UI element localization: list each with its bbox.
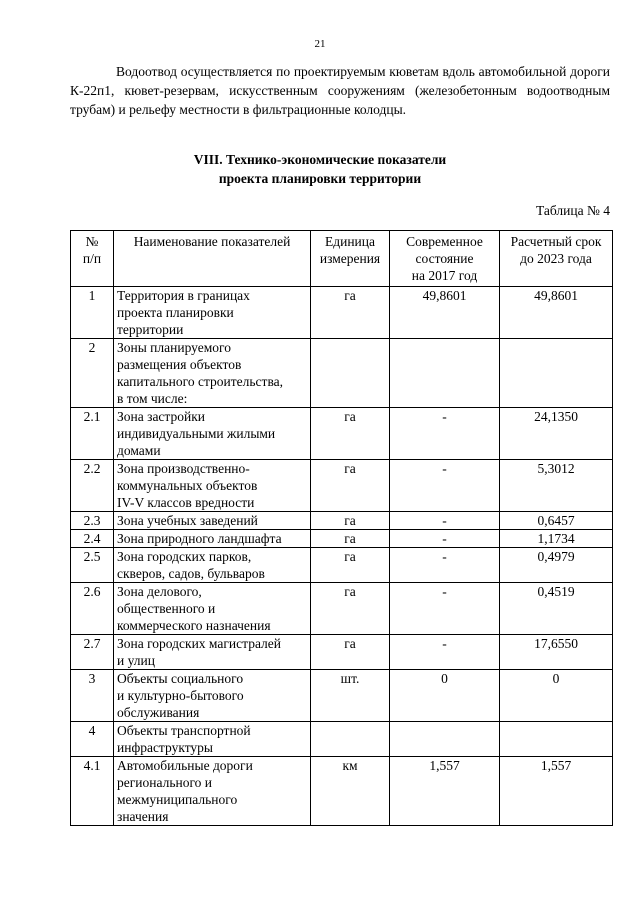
row-name-cell: Зона делового, общественного и коммерческого назначения: [114, 583, 311, 635]
row-number-cell: 2.4: [71, 530, 114, 548]
row-unit-cell: га: [311, 635, 390, 670]
row-calc-cell: 0,4519: [500, 583, 613, 635]
row-number-cell: 2.6: [71, 583, 114, 635]
row-name-cell: Территория в границах проекта планировки территории: [114, 287, 311, 339]
row-unit-cell: га: [311, 512, 390, 530]
row-number-cell: 2: [71, 339, 114, 408]
row-number-cell: 2.2: [71, 460, 114, 512]
header-current: Современное состояние на 2017 год: [390, 231, 500, 287]
table-row: [71, 339, 613, 408]
row-calc-cell: 5,3012: [500, 460, 613, 512]
row-unit-cell: км: [311, 757, 390, 826]
table-row: [71, 287, 613, 339]
header-name: Наименование показателей: [114, 231, 311, 287]
row-number-cell: 4.1: [71, 757, 114, 826]
row-name-cell: Зона городских парков, скверов, садов, бульваров: [114, 548, 311, 583]
row-current-cell: [390, 339, 500, 408]
section-title: [0, 150, 640, 188]
row-name-cell: Автомобильные дороги регионального и межмуниципального значения: [114, 757, 311, 826]
table-row: [71, 583, 613, 635]
row-name-cell: Зоны планируемого размещения объектов капитального строительства, в том числе:: [114, 339, 311, 408]
row-name-cell: Зона учебных заведений: [114, 512, 311, 530]
row-current-cell: -: [390, 583, 500, 635]
row-current-cell: -: [390, 512, 500, 530]
row-calc-cell: [500, 722, 613, 757]
row-unit-cell: га: [311, 408, 390, 460]
row-number-cell: 1: [71, 287, 114, 339]
table-row: [71, 548, 613, 583]
row-unit-cell: га: [311, 530, 390, 548]
row-calc-cell: 17,6550: [500, 635, 613, 670]
header-calc: Расчетный срок до 2023 года: [500, 231, 613, 287]
indicators-table: [70, 230, 613, 826]
row-calc-cell: 49,8601: [500, 287, 613, 339]
table-row: [71, 757, 613, 826]
table-row: [71, 670, 613, 722]
table-row: [71, 722, 613, 757]
intro-paragraph: Водоотвод осуществляется по проектируемым кюветам вдоль автомобильной дороги К-22п1, кювет-резервам, искусственным сооружениям (железобетонным водоотводным трубам) и рельефу местности в фильтрационные колодцы.: [70, 64, 610, 117]
header-num: № п/п: [71, 231, 114, 287]
row-number-cell: 2.7: [71, 635, 114, 670]
row-current-cell: -: [390, 408, 500, 460]
row-number-cell: 3: [71, 670, 114, 722]
row-current-cell: -: [390, 548, 500, 583]
row-number-cell: 2.3: [71, 512, 114, 530]
table-row: [71, 460, 613, 512]
row-name-cell: Зона производственно- коммунальных объектов IV-V классов вредности: [114, 460, 311, 512]
row-unit-cell: га: [311, 287, 390, 339]
row-unit-cell: га: [311, 460, 390, 512]
row-number-cell: 2.1: [71, 408, 114, 460]
row-calc-cell: [500, 339, 613, 408]
table-row: [71, 530, 613, 548]
table-row: [71, 512, 613, 530]
row-unit-cell: [311, 339, 390, 408]
row-current-cell: 49,8601: [390, 287, 500, 339]
row-current-cell: 0: [390, 670, 500, 722]
row-unit-cell: га: [311, 548, 390, 583]
row-calc-cell: 24,1350: [500, 408, 613, 460]
row-name-cell: Зона застройки индивидуальными жилыми домами: [114, 408, 311, 460]
row-unit-cell: [311, 722, 390, 757]
section-title-line-1: VIII. Технико-экономические показатели: [193, 152, 447, 167]
row-calc-cell: 0: [500, 670, 613, 722]
row-current-cell: -: [390, 530, 500, 548]
row-unit-cell: га: [311, 583, 390, 635]
header-unit: Единица измерения: [311, 231, 390, 287]
row-calc-cell: 0,4979: [500, 548, 613, 583]
row-calc-cell: 0,6457: [500, 512, 613, 530]
section-title-line-2: проекта планировки территории: [218, 171, 422, 186]
table-row: [71, 635, 613, 670]
table-header-row: [71, 231, 613, 287]
row-current-cell: 1,557: [390, 757, 500, 826]
table-row: [71, 408, 613, 460]
row-name-cell: Объекты социального и культурно-бытового обслуживания: [114, 670, 311, 722]
row-calc-cell: 1,1734: [500, 530, 613, 548]
table-label: Таблица № 4: [536, 203, 610, 218]
row-name-cell: Зона городских магистралей и улиц: [114, 635, 311, 670]
row-number-cell: 4: [71, 722, 114, 757]
row-unit-cell: шт.: [311, 670, 390, 722]
row-number-cell: 2.5: [71, 548, 114, 583]
row-name-cell: Зона природного ландшафта: [114, 530, 311, 548]
row-current-cell: -: [390, 460, 500, 512]
row-name-cell: Объекты транспортной инфраструктуры: [114, 722, 311, 757]
row-current-cell: -: [390, 635, 500, 670]
table-body: [71, 287, 613, 826]
row-calc-cell: 1,557: [500, 757, 613, 826]
page-number: 21: [314, 38, 326, 50]
row-current-cell: [390, 722, 500, 757]
